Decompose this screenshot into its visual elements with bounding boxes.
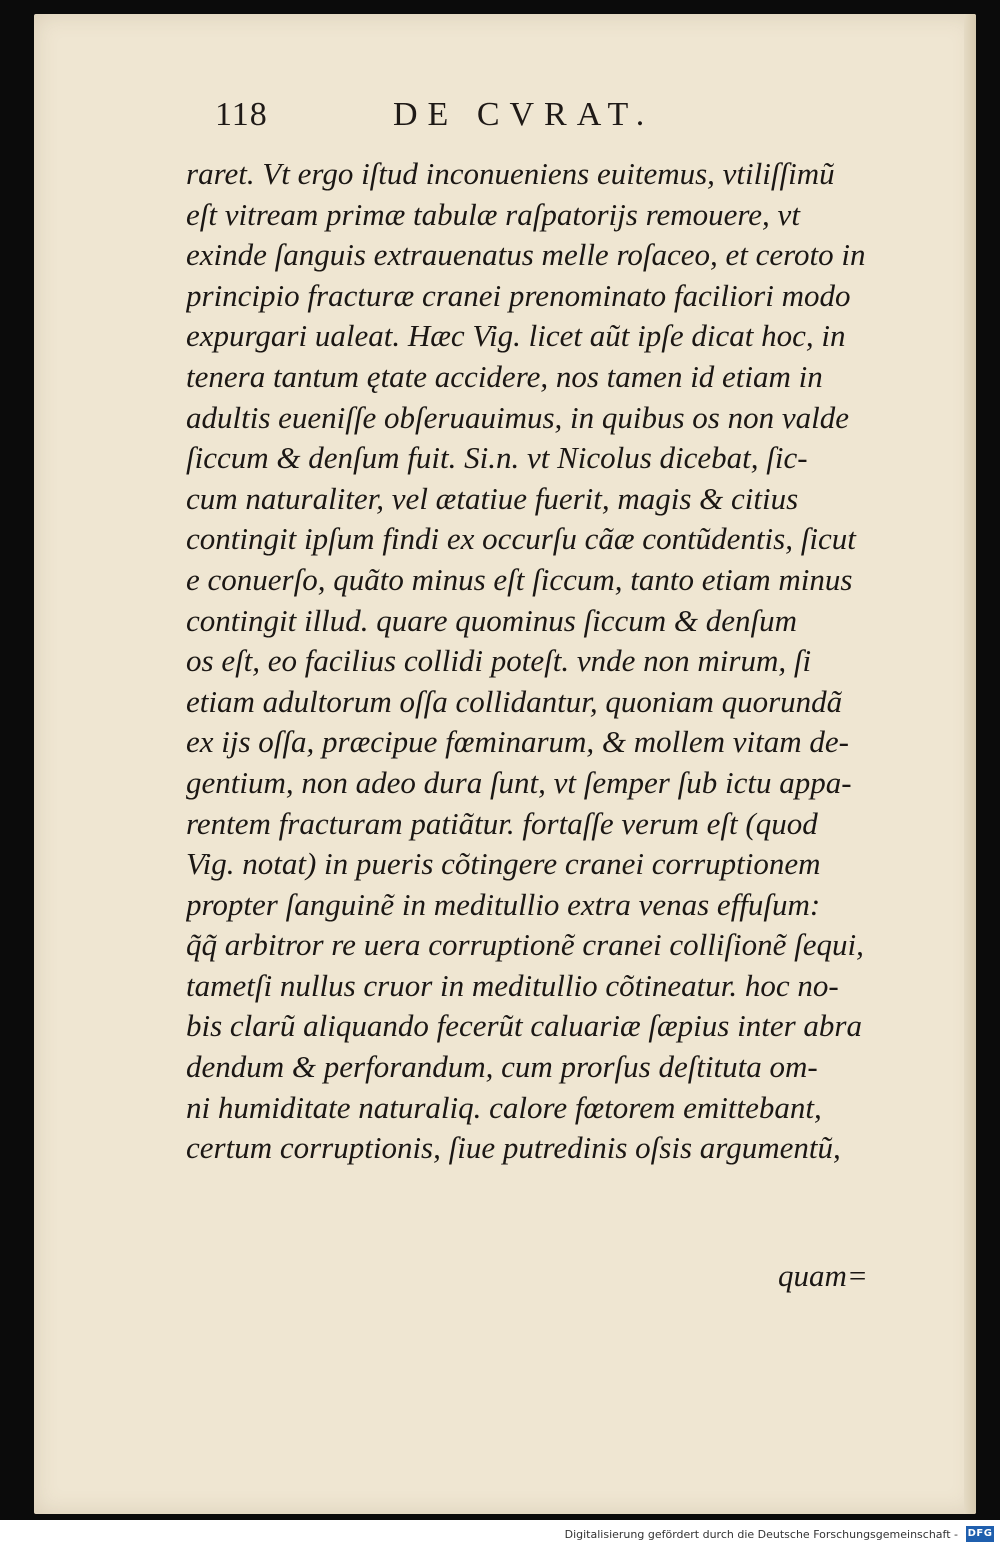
running-head — [215, 96, 745, 140]
page-number: 118 — [215, 96, 268, 133]
text-line: principio fracturæ cranei prenominato faciliori modo — [186, 277, 851, 313]
text-line: q̃q̃ arbitror re uera corruptionẽ cranei colliſionẽ ſequi, — [186, 927, 864, 963]
text-line: gentium, non adeo dura ſunt, vt ſemper ſub ictu appa- — [186, 764, 852, 800]
text-line: tenera tantum ętate accidere, nos tamen id etiam in — [186, 358, 823, 394]
text-line: certum corruptionis, ſiue putredinis oſsis argumentũ, — [186, 1130, 841, 1166]
text-line: contingit ipſum findi ex occurſu cãæ contũdentis, ſicut — [186, 521, 856, 557]
text-line: expurgari ualeat. Hæc Vig. licet aũt ipſe dicat hoc, in — [186, 318, 846, 354]
text-line: eſt vitream primæ tabulæ raſpatorijs remouere, vt — [186, 196, 800, 232]
text-line: tametſi nullus cruor in meditullio cõtineatur. hoc no- — [186, 967, 839, 1003]
text-line: dendum & perforandum, cum prorſus deſtituta om- — [186, 1049, 818, 1085]
dfg-footer — [0, 1520, 1000, 1551]
dfg-credit-text: Digitalisierung gefördert durch die Deutsche Forschungsgemeinschaft - — [564, 1528, 958, 1541]
dfg-logo-icon: DFG — [966, 1526, 994, 1542]
text-line: contingit illud. quare quominus ſiccum & denſum — [186, 602, 798, 638]
running-head-title: DE CVRAT. — [393, 96, 655, 133]
page-edge — [964, 14, 976, 1514]
text-line: cum naturaliter, vel ætatiue fuerit, magis & citius — [186, 480, 799, 516]
text-line: ſiccum & denſum fuit. Si.n. vt Nicolus dicebat, ſic- — [186, 440, 808, 476]
catchword: quam= — [778, 1258, 868, 1293]
body-text — [186, 154, 914, 1169]
text-line: adultis eueniſſe obſeruauimus, in quibus os non valde — [186, 399, 850, 435]
text-line: Vig. notat) in pueris cõtingere cranei corruptionem — [186, 846, 821, 882]
text-line: bis clarũ aliquando fecerũt caluariæ ſæpius inter abra — [186, 1008, 862, 1044]
text-line: os eſt, eo facilius collidi poteſt. vnde non mirum, ſi — [186, 643, 812, 679]
text-line: ni humiditate naturaliq. calore fœtorem emittebant, — [186, 1089, 822, 1125]
text-line: propter ſanguinẽ in meditullio extra venas effuſum: — [186, 886, 821, 922]
text-line: raret. Vt ergo iſtud inconueniens euitemus, vtiliſſimũ — [186, 156, 835, 191]
text-line: exinde ſanguis extrauenatus melle roſaceo, et ceroto in — [186, 237, 866, 273]
text-line: etiam adultorum oſſa collidantur, quoniam quorundã — [186, 683, 843, 719]
text-line: rentem fracturam patiãtur. fortaſſe verum eſt (quod — [186, 805, 818, 841]
text-line: ex ijs oſſa, præcipue fœminarum, & mollem vitam de- — [186, 724, 849, 760]
text-line: e conuerſo, quãto minus eſt ſiccum, tanto etiam minus — [186, 561, 853, 597]
